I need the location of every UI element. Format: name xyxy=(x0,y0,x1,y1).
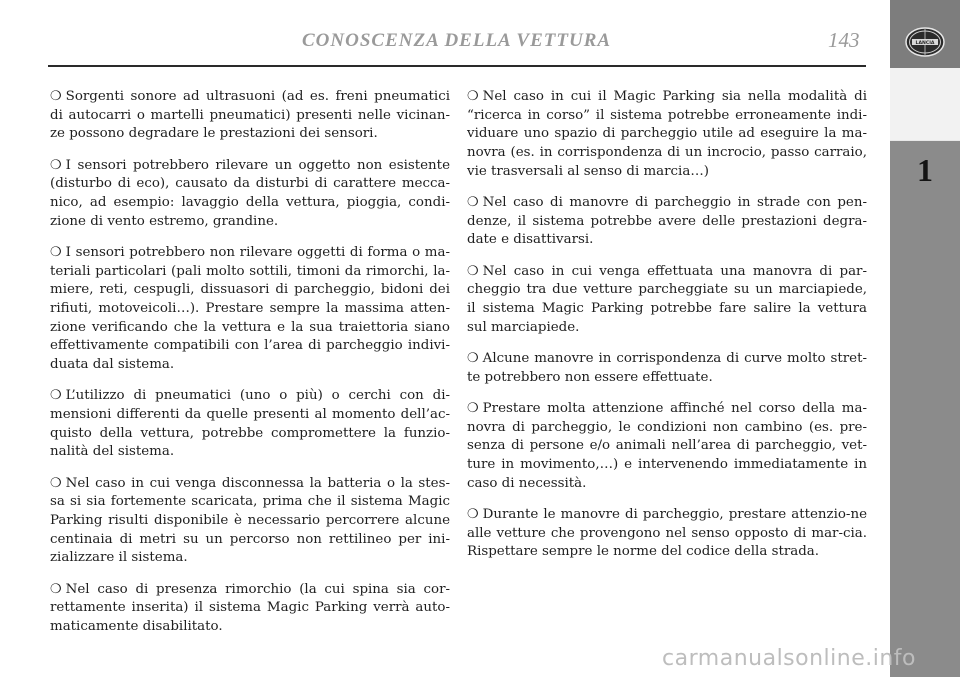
bullet-circle-icon: ❍ xyxy=(50,388,62,404)
bullet-circle-icon: ❍ xyxy=(50,157,62,173)
left-column xyxy=(50,88,450,649)
section-number: 1 xyxy=(917,152,933,188)
list-item: ❍ Nel caso in cui venga effettuata una manovra di par-cheggio tra due vetture parcheggiate su un marciapiede, il sistema Magic Parking potrebbe fare salire la vettura sul marciapiede. xyxy=(467,263,867,335)
list-item: ❍ Prestare molta attenzione affinché nel corso della ma-novra di parcheggio, le condizioni non cambino (es. pre-senza di persone e/o animali nell’area di parcheggio, vet-ture in movimento,…) e intervenendo immediatamente in caso di necessità. xyxy=(467,400,867,491)
list-item: ❍ I sensori potrebbero non rilevare oggetti di forma o ma-teriali particolari (pali molto sottili, timoni da rimorchi, la-miere, reti, cespugli, dissuasori di parcheggio, bidoni dei rifiuti, motoveicoli…). Prestare sempre la massima atten-zione verificando che la vettura e la sua traiettoria siano effettivamente compatibili con l’area di parcheggio indivi-duata dal sistema. xyxy=(50,244,450,373)
bullet-circle-icon: ❍ xyxy=(50,475,62,491)
bullet-circle-icon: ❍ xyxy=(467,400,479,416)
list-item: ❍ I sensori potrebbero rilevare un oggetto non esistente (disturbo di eco), causato da disturbi di carattere mecca-nico, ad esempio: lavaggio della vettura, pioggia, condi-zione di vento estremo, grandine. xyxy=(50,157,450,229)
section-sidebar xyxy=(890,0,960,677)
bullet-circle-icon: ❍ xyxy=(467,350,479,366)
list-item: ❍ Durante le manovre di parcheggio, prestare attenzio-ne alle vetture che provengono nel senso opposto di mar-cia. Rispettare sempre le norme del codice della strada. xyxy=(467,506,867,560)
list-item: ❍ Nel caso in cui venga disconnessa la batteria o la stes-sa si sia fortemente scaricata, prima che il sistema Magic Parking risulti disponibile è necessario percorrere alcune centinaia di metri su un percorso non rettilineo per ini-zializzare il sistema. xyxy=(50,475,450,566)
bullet-circle-icon: ❍ xyxy=(467,263,479,279)
list-item: ❍ L’utilizzo di pneumatici (uno o più) o cerchi con di-mensioni differenti da quelle presenti al momento dell’ac-quisto della vettura, potrebbe compromettere la funzio-nalità del sistema. xyxy=(50,388,450,460)
list-item: ❍ Sorgenti sonore ad ultrasuoni (ad es. freni pneumatici di autocarri o martelli pneumatici) presenti nelle vicinan-ze possono degradare le prestazioni dei sensori. xyxy=(50,89,450,142)
header-rule xyxy=(48,65,866,67)
bullet-circle-icon: ❍ xyxy=(50,89,62,104)
list-item: ❍ Nel caso di presenza rimorchio (la cui spina sia cor-rettamente inserita) il sistema Magic Parking verrà auto-maticamente disabilitato. xyxy=(50,581,450,635)
footer-watermark: carmanualsonline.info xyxy=(662,646,916,671)
list-item: ❍ Alcune manovre in corrispondenza di curve molto stret-te potrebbero non essere effettuate. xyxy=(467,350,867,385)
bullet-circle-icon: ❍ xyxy=(467,506,479,522)
section-tab xyxy=(890,68,960,188)
chapter-title: CONOSCENZA DELLA VETTURA xyxy=(302,30,612,51)
right-column xyxy=(467,88,867,574)
list-item: ❍ Nel caso in cui il Magic Parking sia nella modalità di “ricerca in corso” il sistema potrebbe erroneamente indi-viduare uno spazio di parcheggio utile ad eseguire la ma-novra (es. in corrispondenza di un incrocio, passo carraio, vie trasversali al senso di marcia…) xyxy=(467,89,867,179)
lancia-logo-icon xyxy=(904,26,946,58)
sidebar-divider xyxy=(890,140,960,141)
logo-text: LANCIA xyxy=(915,41,935,47)
bullet-circle-icon: ❍ xyxy=(50,244,62,260)
page-number: 143 xyxy=(828,28,860,52)
bullet-circle-icon: ❍ xyxy=(467,89,479,104)
list-item: ❍ Nel caso di manovre di parcheggio in strade con pen-denze, il sistema potrebbe avere delle prestazioni degra-date e disattivarsi. xyxy=(467,195,867,248)
bullet-circle-icon: ❍ xyxy=(50,581,62,597)
bullet-circle-icon: ❍ xyxy=(467,195,479,211)
